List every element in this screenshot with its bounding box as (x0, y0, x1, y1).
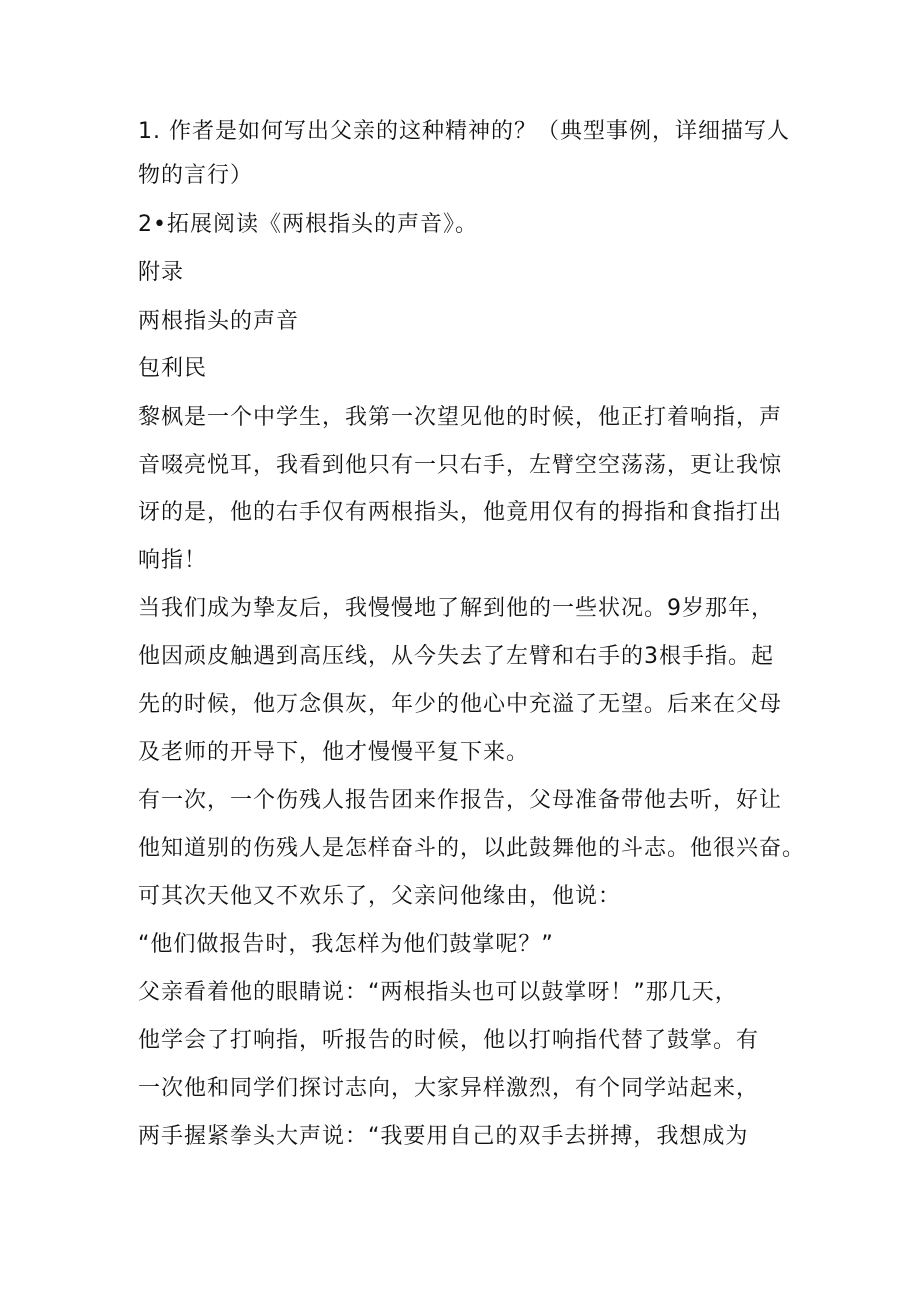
text-line: 黎枫是一个中学生，我第一次望见他的时候，他正打着响指，声 (138, 405, 783, 430)
text-line: 附录 (138, 260, 185, 285)
text-line: 他学会了打响指，听报告的时候，他以打响指代替了鼓掌。有 (138, 1028, 760, 1053)
text-line: 他因顽皮触遇到高压线，从今失去了左臂和右手的3根手指。起 (138, 644, 774, 669)
text-line: 包利民 (138, 356, 208, 381)
text-line: 2•拓展阅读《两根指头的声音》。 (138, 212, 478, 237)
text-line: 有一次，一个伤残人报告团来作报告，父母准备带他去听，好让 (138, 788, 783, 813)
text-line: 一次他和同学们探讨志向，大家异样激烈，有个同学站起来， (138, 1076, 760, 1101)
text-line: “他们做报告时，我怎样为他们鼓掌呢？” (138, 932, 554, 957)
text-line: 父亲看着他的眼睛说：“两根指头也可以鼓掌呀！”那几天， (138, 980, 738, 1005)
text-line: 物的言行） (138, 163, 254, 188)
text-line: 讶的是，他的右手仅有两根指头，他竟用仅有的拇指和食指打出 (138, 500, 783, 525)
text-line: 两根指头的声音 (138, 309, 300, 334)
text-line: 及老师的开导下，他才慢慢平复下来。 (138, 740, 530, 765)
text-line: 可其次天他又不欢乐了，父亲问他缘由，他说： (138, 884, 622, 909)
text-line: 响指！ (138, 548, 208, 573)
text-line: 他知道别的伤残人是怎样奋斗的，以此鼓舞他的斗志。他很兴奋。 (138, 836, 806, 861)
text-line: 两手握紧拳头大声说：“我要用自己的双手去拼搏，我想成为 (138, 1124, 749, 1149)
text-line: 先的时候，他万念俱灰，年少的他心中充溢了无望。后来在父母 (138, 692, 783, 717)
text-line: 音啜亮悦耳，我看到他只有一只右手，左臂空空荡荡，更让我惊 (138, 453, 783, 478)
text-line: 当我们成为挚友后，我慢慢地了解到他的一些状况。9岁那年， (138, 596, 774, 621)
text-line: 1. 作者是如何写出父亲的这种精神的？（典型事例，详细描写人 (138, 119, 790, 144)
